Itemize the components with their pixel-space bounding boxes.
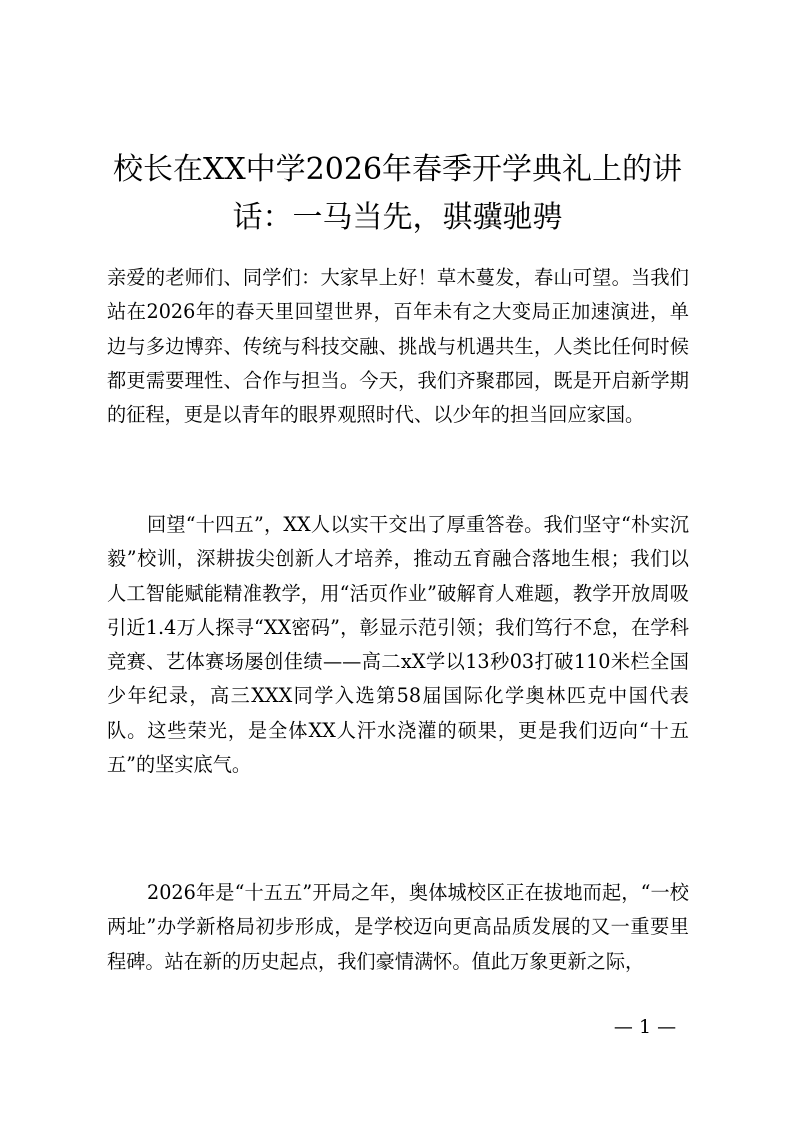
document-title: 校长在XX中学2026年春季开学典礼上的讲话：一马当先，骐骥驰骋: [112, 152, 683, 235]
page-number: — 1 —: [613, 1016, 677, 1038]
paragraph-greeting: 亲爱的老师们、同学们：大家早上好！草木蔓发，春山可望。当我们站在2026年的春天里回望世界，百年未有之大变局正加速演进，单边与多边博弈、传统与科技交融、挑战与机遇共生，人类比任何时候都更需要理性、合作与担当。今天，我们齐聚郡园，既是开启新学期的征程，更是以青年的眼界观照时代、以少年的担当回应家国。: [107, 266, 689, 427]
paragraph-review: 回望“十四五”，XX人以实干交出了厚重答卷。我们坚守“朴实沉毅”校训，深耕拔尖创新人才培养，推动五育融合落地生根；我们以人工智能赋能精准教学，用“活页作业”破解育人难题，教学开放周吸引近1.4万人探寻“XX密码”，彰显示范引领；我们笃行不怠，在学科竞赛、艺体赛场屡创佳绩——高二xX学以13秒03打破110米栏全国少年纪录，高三XXX同学入选第58届国际化学奥林匹克中国代表队。这些荣光，是全体XX人汗水浇灌的硕果，更是我们迈向“十五五”的坚实底气。: [107, 513, 689, 777]
paragraph-outlook: 2026年是“十五五”开局之年，奥体城校区正在拔地而起，“一校两址”办学新格局初步形成，是学校迈向更高品质发展的又一重要里程碑。站在新的历史起点，我们豪情满怀。值此万象更新之际，: [107, 881, 689, 973]
